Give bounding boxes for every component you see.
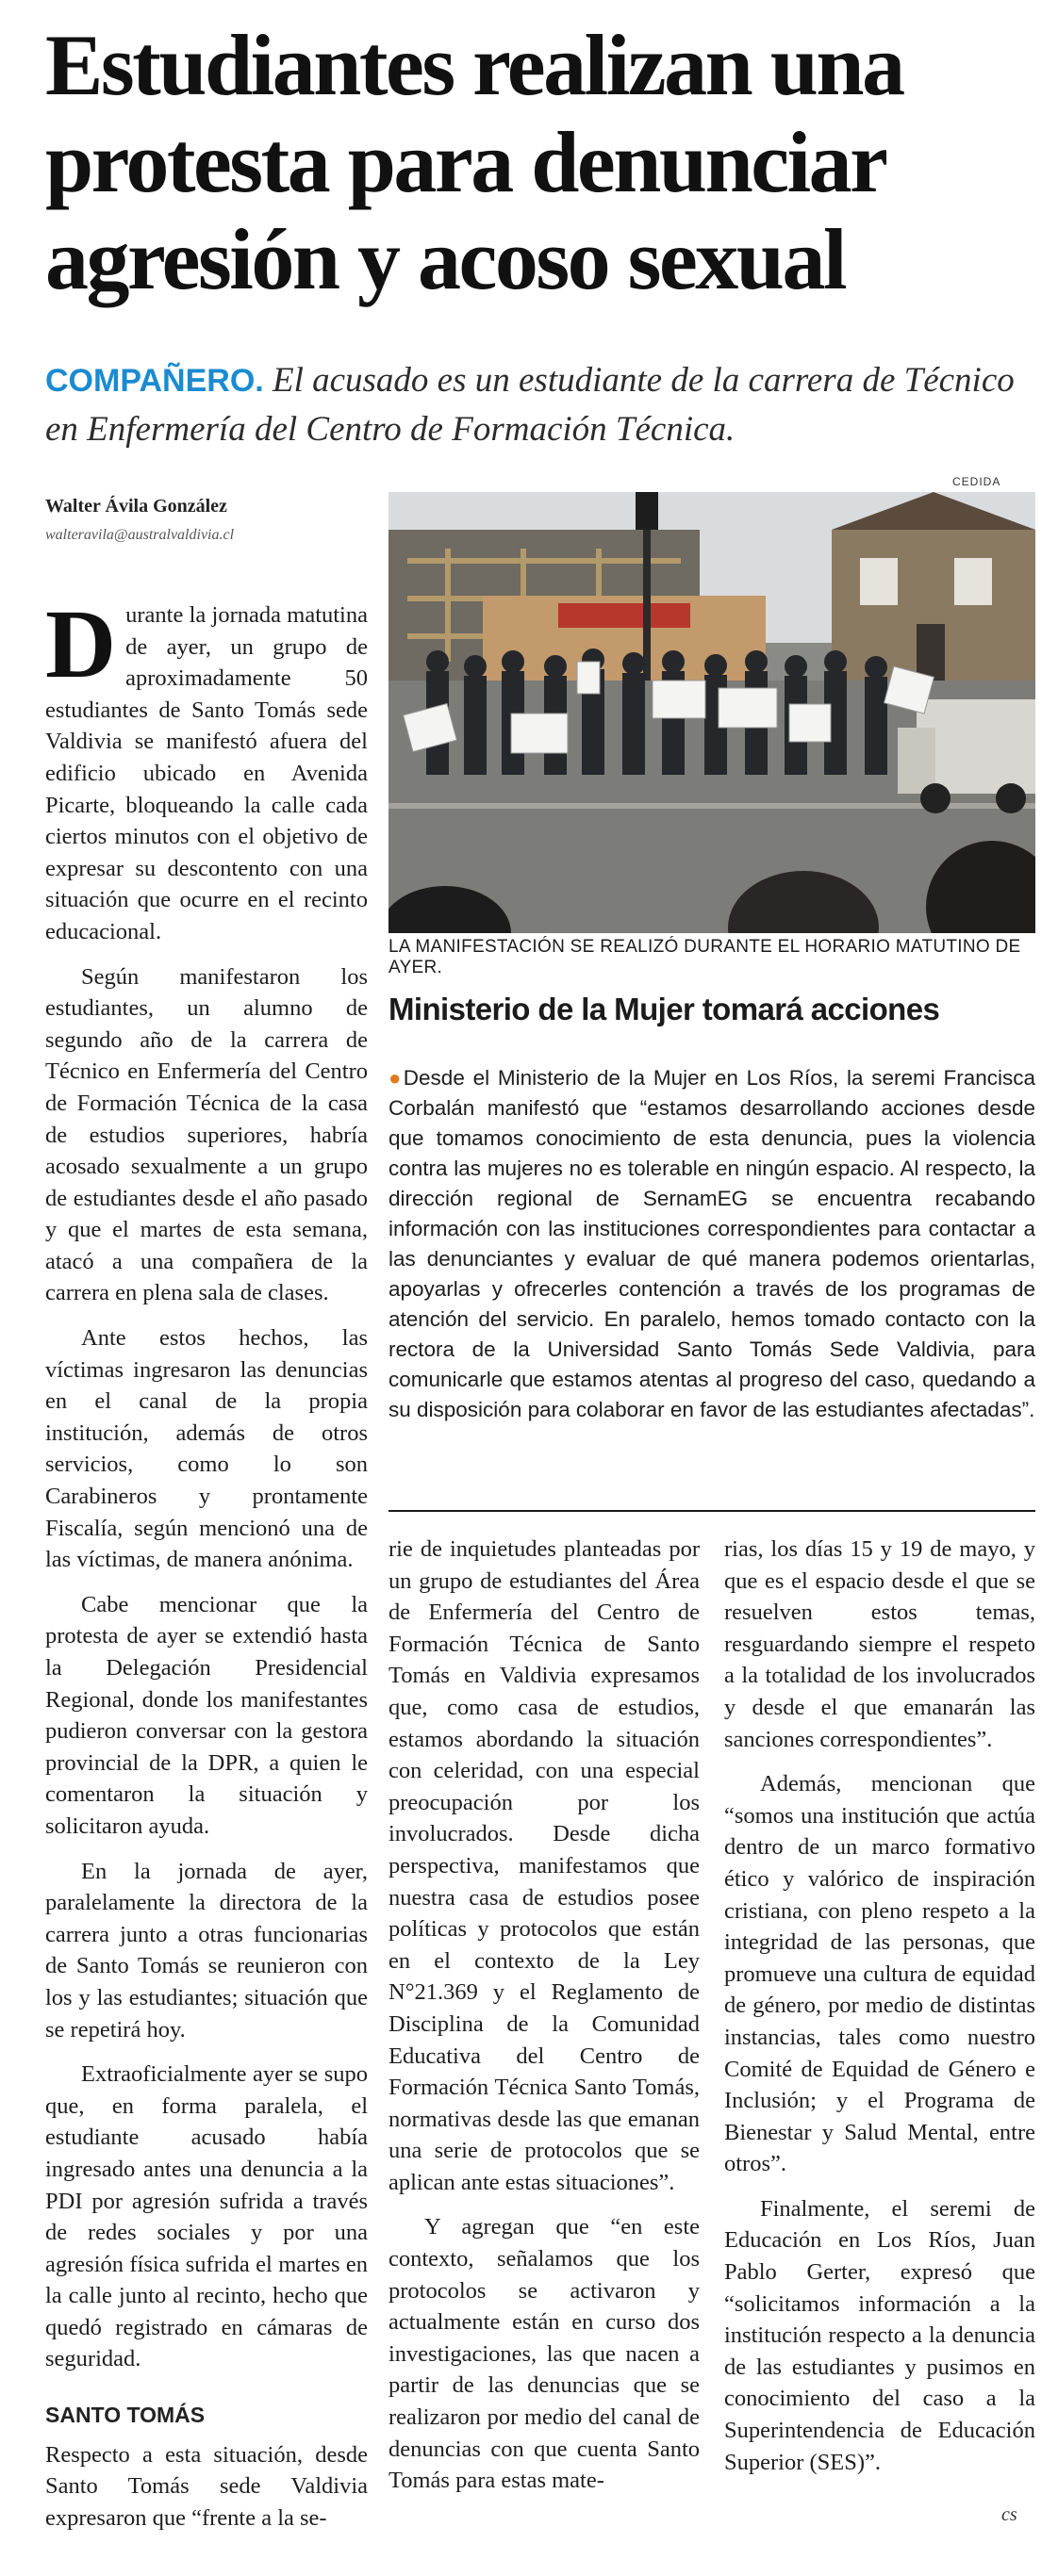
author-name: Walter Ávila González [45, 496, 227, 517]
photo-credit: CEDIDA [952, 475, 1001, 488]
bullet-icon: ● [388, 1066, 404, 1090]
divider [388, 1510, 1035, 1512]
article-paragraph: rias, los días 15 y 19 de mayo, y que es el espacio desde el que se resuelven estos temas, resguardando siempre el respeto a la totalidad de los involucrados y desde el que emanarán las sanciones correspondientes”. [724, 1536, 1035, 1752]
byline [45, 496, 366, 544]
sidebar-paragraph: Desde el Ministerio de la Mujer en Los Ríos, la seremi Francisca Corbalán manifestó que “estamos desarrollando acciones desde que tomamos conocimiento de esta denuncia, pues la violencia contra las mujeres no es tolerable en ningún espacio. Al respecto, la dirección regional de SernamEG se encuentra recabando información con las instituciones correspondientes para contactar a las denunciantes y evaluar de qué manera podemos orientarlas, apoyarlas y ofrecerles contención a través de los programas de atención del servicio. En paralelo, hemos tomado contacto con la rectora de la Universidad Santo Tomás Sede Valdivia, para comunicarle que estamos atentas al progreso del caso, quedando a su disposición para colaborar en favor de las estudiantes afectadas”. [388, 1066, 1035, 1421]
author-email: walteravila@australvaldivia.cl [45, 527, 235, 543]
article-column-2 [388, 1534, 700, 2510]
subhead-text: El acusado es un estudiante de la carrera de Técnico en Enfermería del Centro de Formación Técnica. [45, 361, 1015, 449]
article-paragraph: Extraoficialmente ayer se supo que, en forma paralela, el estudiante acusado había ingresado antes una denuncia a la PDI por agresión sufrida a través de redes sociales y por una agresión física sufrida el martes en la calle junto al recinto, hecho que quedó registrado en cámaras de seguridad. [45, 2061, 368, 2372]
article-paragraph: rie de inquietudes planteadas por un grupo de estudiantes del Área de Enfermería del Centro de Formación Técnica de Santo Tomás en Valdivia expresamos que, como casa de estudios, estamos abordando la situación con celeridad, con una especial preocupación por los involucrados. Desde dicha perspectiva, manifestamos que nuestra casa de estudios posee políticas y protocolos que están en el contexto de la Ley N°21.369 y el Reglamento de Disciplina de la Comunidad Educativa del Centro de Formación Técnica Santo Tomás, normativas desde las que emanan una serie de protocolos que se aplican ante estas situaciones”. [388, 1536, 700, 2195]
article-column-3 [724, 1534, 1035, 2491]
kicker: COMPAÑERO. [45, 363, 264, 399]
article-paragraph: Cabe mencionar que la protesta de ayer se extendió hasta la Delegación Presidencial Regional, donde los manifestantes pudieron conversar con la gestora provincial de la DPR, a quien le comentaron la situación y solicitaron ayuda. [45, 1591, 368, 1839]
article-paragraph: En la jornada de ayer, paralelamente la directora de la carrera junto a otras funcionarias de Santo Tomás se reunieron con los y las estudiantes; situación que se repetirá hoy. [45, 1858, 368, 2043]
dropcap: D [45, 590, 117, 698]
lead-text: urante la jornada matutina de ayer, un grupo de aproximadamente 50 estudiantes de Santo Tomás sede Valdivia se manifestó afuera del edificio ubicado en Avenida Picarte, bloqueando la calle cada ciertos minutos con el objetivo de expresar su descontento con una situación que ocurre en el recinto educacional. [45, 602, 368, 944]
article-paragraph: Y agregan que “en este contexto, señalamos que los protocolos se activaron y actualmente están en curso dos investigaciones, las que nacen a partir de las denuncias que se realizaron por medio del canal de denuncias con que cuenta Santo Tomás para estas mate- [388, 2214, 700, 2494]
subhead [45, 356, 1017, 454]
article-paragraph: Además, mencionan que “somos una institución que actúa dentro de un marco formativo ético y valórico de inspiración cristiana, con pleno respeto a la integridad de las personas, que promueve una cultura de equidad de género, por medio de distintas instancias, tales como nuestro Comité de Equidad de Género e Inclusión; y el Programa de Bienestar y Salud Mental, entre otros”. [724, 1771, 1035, 2177]
section-subtitle: SANTO TOMÁS [45, 2403, 206, 2428]
article-paragraph: Según manifestaron los estudiantes, un alumno de segundo año de la carrera de Técnico en Enfermería del Centro de Formación Técnica de la casa de estudios superiores, habría acosado sexualmente a un grupo de estudiantes desde el año pasado y que el martes de esta semana, atacó a una compañera de la carrera en plena sala de clases. [45, 963, 368, 1306]
article-paragraph: Respecto a esta situación, desde Santo Tomás sede Valdivia expresaron que “frente a la se- [45, 2441, 368, 2531]
article-paragraph: Finalmente, el seremi de Educación en Los Ríos, Juan Pablo Gerter, expresó que “solicitamos información a la institución respecto a la denuncia de las estudiantes y pusimos en conocimiento del caso a la Superintendencia de Educación Superior (SES)”. [724, 2195, 1035, 2475]
protest-photo [388, 492, 1035, 933]
headline: Estudiantes realizan una protesta para denunciar agresión y acoso sexual [45, 17, 903, 307]
photo-caption: LA MANIFESTACIÓN SE REALIZÓ DURANTE EL HORARIO MATUTINO DE AYER. [388, 937, 1021, 977]
end-mark: cs [1001, 2504, 1017, 2525]
article-column-1 [45, 590, 368, 2547]
sidebar-text [388, 1063, 1035, 1425]
protest-photo-illustration [388, 492, 1035, 933]
article-paragraph: Ante estos hechos, las víctimas ingresaron las denuncias en el canal de la propia institución, además de otros servicios, como lo son Carabineros y prontamente Fiscalía, según mencionó una de las víctimas, de manera anónima. [45, 1325, 368, 1573]
lead-paragraph [45, 590, 368, 948]
sidebar-title: Ministerio de la Mujer tomará acciones [388, 992, 940, 1026]
